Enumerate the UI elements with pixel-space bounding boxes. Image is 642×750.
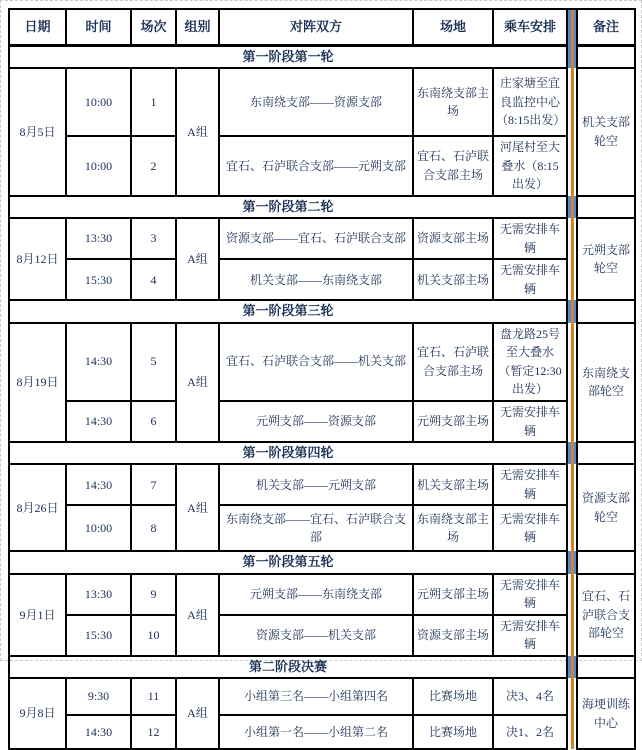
col-header-match: 对阵双方	[219, 9, 413, 46]
venue-cell: 东南绕支部主场	[413, 68, 493, 136]
venue-cell: 比赛场地	[413, 715, 493, 749]
venue-cell: 资源支部主场	[413, 218, 493, 259]
divider-stripe	[567, 551, 577, 573]
table-row	[9, 715, 635, 749]
date-cell: 9月1日	[9, 574, 66, 656]
divider-stripe	[567, 9, 577, 46]
date-cell: 8月19日	[9, 323, 66, 443]
bus-cell: 盘龙路25号至大叠水（暂定12:30出发）	[493, 323, 567, 401]
time-cell: 13:30	[66, 574, 131, 615]
section-title: 第一阶段第二轮	[9, 196, 567, 218]
divider-stripe	[567, 68, 577, 196]
bus-cell: 无需安排车辆	[493, 259, 567, 300]
section-title-row	[9, 300, 635, 322]
time-cell: 13:30	[66, 218, 131, 259]
time-cell: 10:00	[66, 505, 131, 551]
venue-cell: 机关支部主场	[413, 259, 493, 300]
note-cell-empty	[577, 196, 635, 218]
bus-cell: 决3、4名	[493, 678, 567, 715]
match-schedule-table	[8, 8, 636, 750]
section-title-row	[9, 46, 635, 69]
divider-stripe	[567, 300, 577, 322]
table-row	[9, 323, 635, 401]
col-header-date: 日期	[9, 9, 66, 46]
time-cell: 10:00	[66, 68, 131, 136]
note-cell-empty	[577, 46, 635, 69]
note-cell: 东南绕支部轮空	[577, 323, 635, 443]
time-cell: 14:30	[66, 464, 131, 505]
venue-cell: 资源支部主场	[413, 615, 493, 656]
venue-cell: 元朔支部主场	[413, 401, 493, 442]
time-cell: 14:30	[66, 323, 131, 401]
divider-stripe	[567, 196, 577, 218]
note-cell: 资源支部轮空	[577, 464, 635, 551]
venue-cell: 东南绕支部主场	[413, 505, 493, 551]
venue-cell: 宜石、石泸联合支部主场	[413, 323, 493, 401]
bus-cell: 无需安排车辆	[493, 574, 567, 615]
group-cell: A组	[176, 68, 219, 196]
time-cell: 14:30	[66, 715, 131, 749]
group-cell: A组	[176, 678, 219, 749]
bus-cell: 无需安排车辆	[493, 464, 567, 505]
venue-cell: 宜石、石泸联合支部主场	[413, 136, 493, 196]
match-no-cell: 12	[131, 715, 176, 749]
venue-cell: 元朔支部主场	[413, 574, 493, 615]
note-cell-empty	[577, 551, 635, 573]
note-cell-empty	[577, 656, 635, 678]
time-cell: 10:00	[66, 136, 131, 196]
table-row	[9, 464, 635, 505]
bus-cell: 无需安排车辆	[493, 615, 567, 656]
table-row	[9, 218, 635, 259]
table-row	[9, 574, 635, 615]
section-title: 第一阶段第三轮	[9, 300, 567, 322]
match-cell: 元朔支部——东南绕支部	[219, 574, 413, 615]
bus-cell: 无需安排车辆	[493, 401, 567, 442]
match-cell: 元朔支部——资源支部	[219, 401, 413, 442]
col-header-no: 场次	[131, 9, 176, 46]
match-cell: 东南绕支部——宜石、石泸联合支部	[219, 505, 413, 551]
match-no-cell: 5	[131, 323, 176, 401]
match-no-cell: 10	[131, 615, 176, 656]
section-title: 第二阶段决赛	[9, 656, 567, 678]
note-cell-empty	[577, 300, 635, 322]
date-cell: 8月12日	[9, 218, 66, 300]
match-cell: 机关支部——东南绕支部	[219, 259, 413, 300]
table-row	[9, 678, 635, 715]
note-cell: 宜石、石泸联合支部轮空	[577, 574, 635, 656]
divider-stripe	[567, 464, 577, 551]
divider-stripe	[567, 218, 577, 300]
divider-stripe	[567, 678, 577, 749]
match-cell: 东南绕支部——资源支部	[219, 68, 413, 136]
col-header-bus: 乘车安排	[493, 9, 567, 46]
time-cell: 9:30	[66, 678, 131, 715]
col-header-note: 备注	[577, 9, 635, 46]
section-title: 第一阶段第四轮	[9, 442, 567, 464]
match-no-cell: 4	[131, 259, 176, 300]
match-cell: 机关支部——元朔支部	[219, 464, 413, 505]
time-cell: 14:30	[66, 401, 131, 442]
venue-cell: 比赛场地	[413, 678, 493, 715]
group-cell: A组	[176, 574, 219, 656]
table-row	[9, 505, 635, 551]
bus-cell: 庄家塘至宜良监控中心（8:15出发）	[493, 68, 567, 136]
table-row	[9, 259, 635, 300]
note-cell-empty	[577, 442, 635, 464]
section-title-row	[9, 442, 635, 464]
match-no-cell: 11	[131, 678, 176, 715]
match-cell: 资源支部——宜石、石泸联合支部	[219, 218, 413, 259]
bus-cell: 决1、2名	[493, 715, 567, 749]
section-title: 第一阶段第一轮	[9, 46, 567, 69]
date-cell: 9月8日	[9, 678, 66, 749]
date-cell: 8月26日	[9, 464, 66, 551]
section-title-row	[9, 551, 635, 573]
note-cell: 元朔支部轮空	[577, 218, 635, 300]
bus-cell: 河尾村至大叠水（8:15出发）	[493, 136, 567, 196]
match-no-cell: 6	[131, 401, 176, 442]
match-no-cell: 9	[131, 574, 176, 615]
match-cell: 小组第三名——小组第四名	[219, 678, 413, 715]
match-cell: 资源支部——机关支部	[219, 615, 413, 656]
match-no-cell: 8	[131, 505, 176, 551]
col-header-venue: 场地	[413, 9, 493, 46]
note-cell: 海埂训练中心	[577, 678, 635, 749]
note-cell: 机关支部轮空	[577, 68, 635, 196]
match-cell: 小组第一名——小组第二名	[219, 715, 413, 749]
divider-stripe	[567, 442, 577, 464]
bus-cell: 无需安排车辆	[493, 505, 567, 551]
group-cell: A组	[176, 464, 219, 551]
match-no-cell: 1	[131, 68, 176, 136]
match-cell: 宜石、石泸联合支部——机关支部	[219, 323, 413, 401]
group-cell: A组	[176, 323, 219, 443]
section-title: 第一阶段第五轮	[9, 551, 567, 573]
header-row	[9, 9, 635, 46]
table-row	[9, 615, 635, 656]
date-cell: 8月5日	[9, 68, 66, 196]
match-no-cell: 2	[131, 136, 176, 196]
time-cell: 15:30	[66, 259, 131, 300]
bus-cell: 无需安排车辆	[493, 218, 567, 259]
table-row	[9, 401, 635, 442]
section-title-row	[9, 196, 635, 218]
divider-stripe	[567, 323, 577, 443]
group-cell: A组	[176, 218, 219, 300]
match-cell: 宜石、石泸联合支部——元朔支部	[219, 136, 413, 196]
match-no-cell: 7	[131, 464, 176, 505]
match-no-cell: 3	[131, 218, 176, 259]
table-row	[9, 68, 635, 136]
col-header-time: 时间	[66, 9, 131, 46]
divider-stripe	[567, 656, 577, 678]
section-title-row	[9, 656, 635, 678]
divider-stripe	[567, 574, 577, 656]
time-cell: 15:30	[66, 615, 131, 656]
col-header-group: 组别	[176, 9, 219, 46]
divider-stripe	[567, 46, 577, 69]
table-row	[9, 136, 635, 196]
venue-cell: 机关支部主场	[413, 464, 493, 505]
